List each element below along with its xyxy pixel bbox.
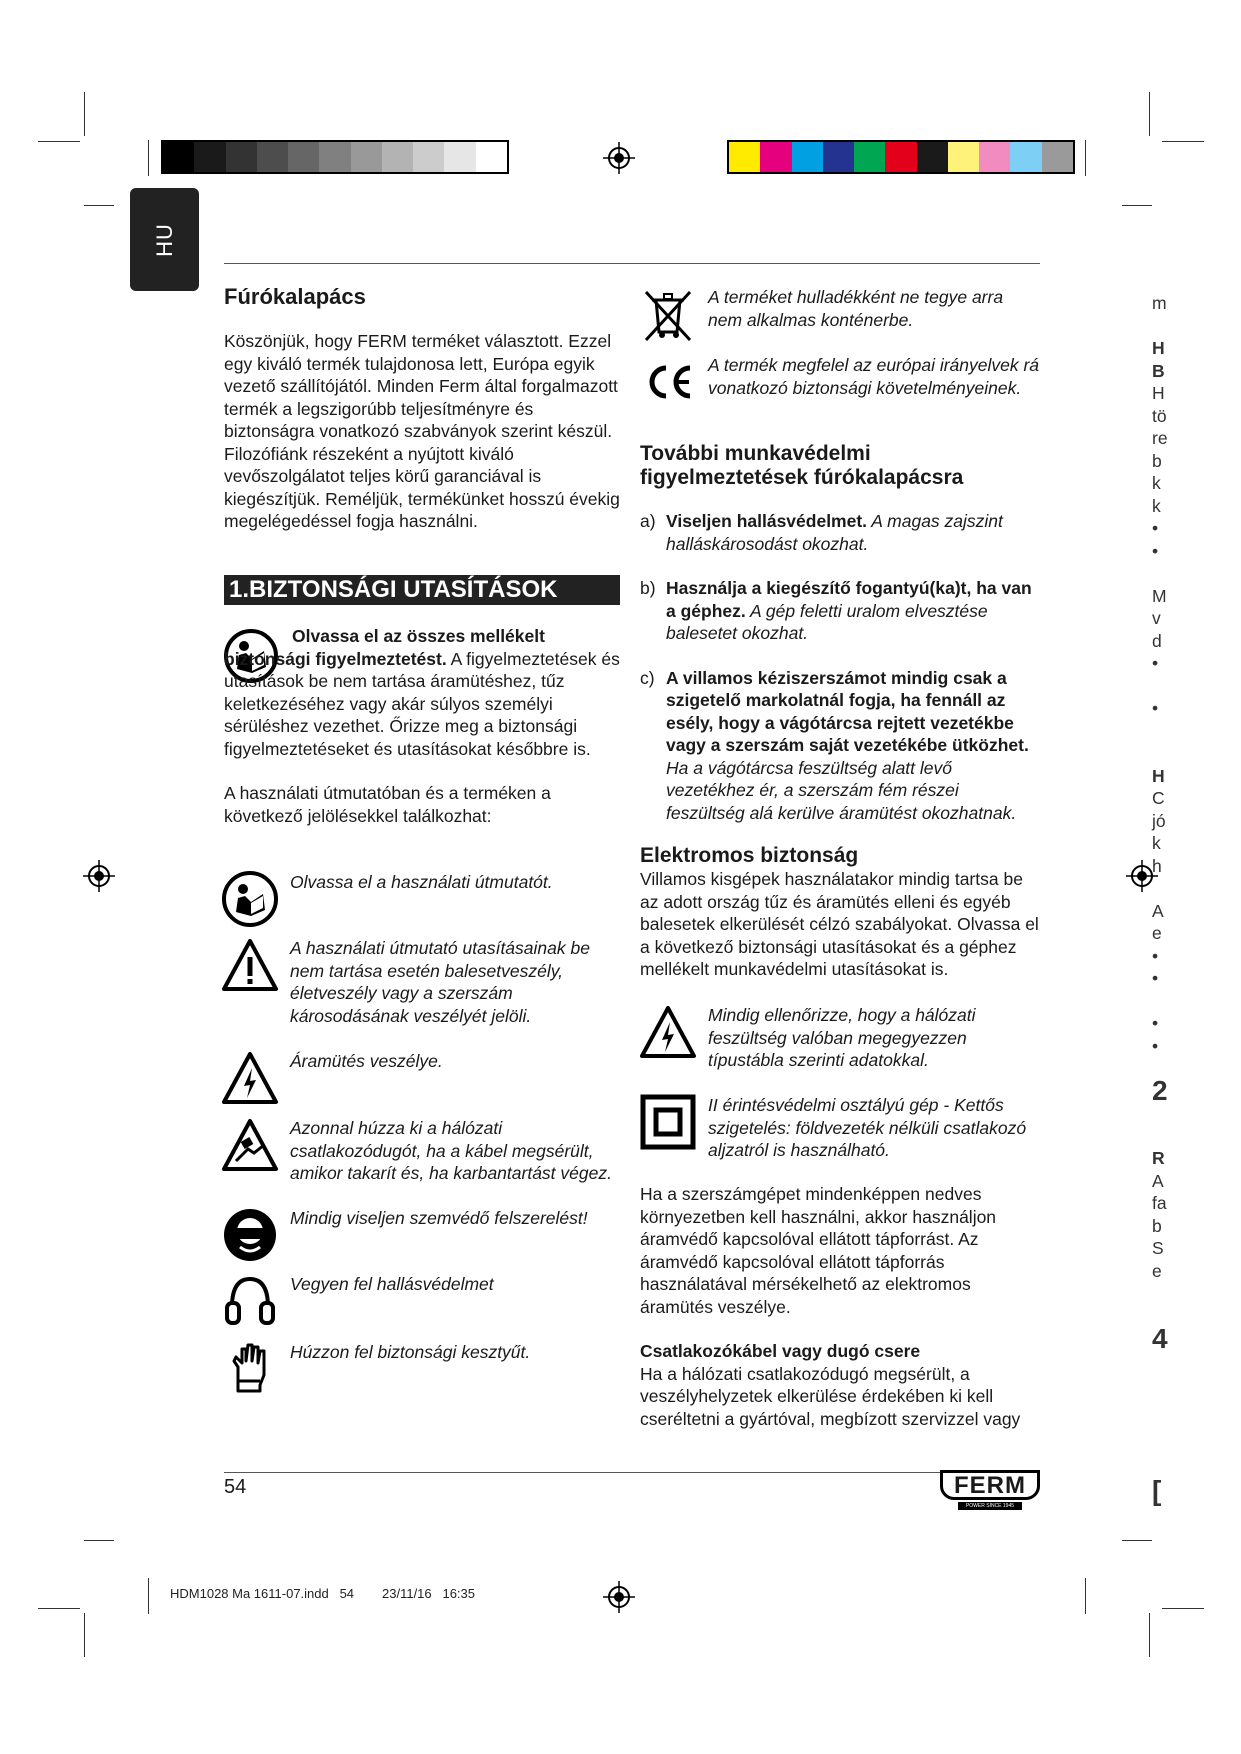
edge-glyph: v [1152,608,1161,628]
edge-glyph: k [1152,496,1161,516]
warning-item [640,510,1040,555]
read-warnings-block [224,625,624,827]
edge-glyph: • [1152,1013,1159,1033]
edge-glyph: re [1152,428,1168,448]
calibration-swatch [854,142,885,172]
language-tab-label: HU [151,222,177,257]
symbols-intro: A használati útmutatóban és a terméken a következő jelölésekkel találkozhat: [224,783,551,826]
electrical-safety-text: Villamos kisgépek használatakor mindig tartsa be az adott ország tűz és áramütés elleni és egyéb balesetek elkerülését célzó szabályokat. Olvassa el a következő biztonsági utasításokat és a géphez mellékelt munkavédelmi utasításokat is. [640,869,1039,979]
calibration-swatch [163,142,194,172]
crop-mark [1122,205,1152,206]
registration-mark-icon [603,1581,635,1613]
edge-glyph: A [1152,901,1164,921]
calibration-swatch [288,142,319,172]
ferm-logo-tagline: POWER SINCE 1945 [958,1502,1022,1510]
class2-row [640,1094,1040,1162]
cable-heading: Csatlakozókábel vagy dugó csere [640,1341,921,1361]
calibration-swatch [413,142,444,172]
footer-date: 23/11/16 16:35 [382,1586,476,1601]
gloves-icon [222,1341,278,1397]
item-bold: Használja a kiegészítő fogantyú(ka)t, ha van a géphez. [666,578,1032,621]
symbol-text: Azonnal húzza ki a hálózati csatlakozódugót, ha a kábel megsérült, amikor takarít és, ha karbantartást végez. [290,1118,612,1183]
double-insulation-icon [640,1094,696,1150]
item-bold: A villamos kéziszerszámot mindig csak a szigetelő markolatnál fogja, ha fennáll az esély, hogy a vágótárcsa rejtett vezetékbe vagy a szerszám saját vezetékébe ütközhet. [666,667,1029,755]
read-warnings-bold: Olvassa el az összes mellékelt biztonsági figyelmeztetést. [224,626,545,669]
read-warnings-text [224,625,624,760]
crop-mark [1085,1578,1086,1614]
edge-glyph: [ [1152,1475,1162,1506]
ce-text: A termék megfelel az európai irányelvek rá vonatkozó biztonsági követelményeinek. [708,355,1040,398]
symbol-text: Olvassa el a használati útmutatót. [290,872,553,892]
weee-text: A terméket hulladékként ne tegye arra nem alkalmas konténerbe. [708,287,1004,330]
edge-glyph: tö [1152,406,1167,426]
grayscale-calibration-bar [161,140,509,174]
weee-bin-icon [640,286,696,342]
wet-environment-text: Ha a szerszámgépet mindenképpen nedves környezetben kell használni, akkor használjon áramvédő kapcsolóval ellátott tápforrást. Az áramvédő kapcsolóval ellátott tápforrás használatával mérsékelhető az elektromos áramütés veszélye. [640,1184,997,1317]
calibration-swatch [729,142,760,172]
calibration-swatch [351,142,382,172]
calibration-swatch [257,142,288,172]
crop-mark [1085,140,1086,176]
crop-mark [1122,1540,1152,1541]
calibration-swatch [194,142,225,172]
edge-glyph: m [1152,293,1167,313]
edge-glyph: • [1152,1036,1159,1056]
right-column-lower [640,1183,1040,1430]
edge-glyph: e [1152,1261,1162,1281]
edge-glyph: k [1152,833,1161,853]
item-italic: Ha a vágótárcsa feszültség alatt levő vezetékhez ér, a szerszám fém részei feszültség alá kerülve áramütést okozhatnak. [666,757,1017,823]
symbol-text: Mindig viseljen szemvédő felszerelést! [290,1208,588,1228]
ferm-logo [940,1468,1040,1512]
calibration-swatch [760,142,791,172]
edge-glyph: • [1152,653,1159,673]
symbol-row [222,1207,622,1263]
ferm-logo-word: FERM [940,1470,1040,1500]
symbol-text: Húzzon fel biztonsági kesztyűt. [290,1342,531,1362]
item-bold: Viseljen hallásvédelmet. [666,511,868,531]
crop-mark [84,205,114,206]
right-column [640,442,1040,981]
item-label: c) [640,667,655,688]
crop-mark [148,1578,149,1614]
symbol-text: Áramütés veszélye. [290,1051,443,1071]
ear-protection-icon [222,1273,278,1329]
calibration-swatch [917,142,948,172]
unplug-icon [222,1117,278,1173]
calibration-swatch [319,142,350,172]
read-warnings-rest: A figyelmeztetések és utasítások be nem tartása áramütéshez, tűz keletkezéséhez vagy akár súlyos személyi sérüléshez vezethet. Őrizze meg a biztonsági figyelmeztetéseket és utasításokat későbbre is. [224,648,620,759]
calibration-swatch [823,142,854,172]
symbol-text: Vegyen fel hallásvédelmet [290,1274,494,1294]
item-italic: A gép feletti uralom elvesztése balesetet okozhat. [666,600,988,643]
registration-mark-icon [603,142,635,174]
calibration-swatch [382,142,413,172]
edge-glyph: R [1152,1148,1165,1168]
edge-glyph: fa [1152,1193,1167,1213]
further-warnings-heading: További munkavédelmi figyelmeztetések fúrókalapácsra [640,442,964,489]
crop-mark [84,1613,85,1657]
warning-item [640,667,1040,825]
symbol-row [222,1050,622,1106]
item-label: b) [640,578,656,598]
symbol-row [222,937,622,1027]
electrical-safety-heading: Elektromos biztonság [640,844,859,867]
warning-item [640,577,1040,645]
ce-mark-icon [640,354,696,410]
electric-shock-icon [222,1050,278,1106]
cable-text: Ha a hálózati csatlakozódugó megsérült, a veszélyhelyzetek elkerülése érdekében ki kell cseréltetni a gyártóval, megbízott szervizzel vagy [640,1363,1021,1429]
class2-text: II érintésvédelmi osztályú gép - Kettős szigetelés: földvezeték nélküli csatlakozó aljzatról is használható. [708,1095,1027,1160]
edge-glyph: A [1152,1171,1164,1191]
calibration-swatch [1010,142,1041,172]
registration-mark-icon [83,860,115,892]
footer-rule [224,1472,1040,1473]
edge-glyph: • [1152,541,1159,561]
crop-mark [1149,1613,1150,1657]
edge-glyph: k [1152,473,1161,493]
crop-mark [84,92,85,136]
electric-shock-icon [640,1004,696,1060]
crop-mark [38,1608,80,1609]
edge-glyph: • [1152,968,1159,988]
item-label: a) [640,511,656,531]
goggles-icon [222,1207,278,1263]
edge-glyph: S [1152,1238,1164,1258]
manual-icon [222,871,278,927]
edge-glyph: 4 [1152,1323,1168,1354]
color-calibration-bar [727,140,1075,174]
symbol-row [222,871,622,927]
language-tab [130,188,199,291]
edge-glyph: jó [1152,811,1166,831]
edge-glyph: • [1152,518,1159,538]
symbol-row [222,1117,622,1185]
section-heading: 1.BIZTONSÁGI UTASÍTÁSOK [224,575,620,605]
edge-glyph: H [1152,338,1165,358]
edge-glyph: b [1152,451,1162,471]
warning-icon [222,937,278,993]
symbol-row [222,1341,622,1397]
page-title: Fúrókalapács [224,284,366,309]
edge-glyph: e [1152,923,1162,943]
symbol-text: A használati útmutató utasításainak be nem tartása esetén balesetveszély, életveszély vagy a szerszám károsodásának veszélyét jelöli. [290,938,590,1026]
item-italic: A magas zajszint halláskárosodást okozhat. [666,511,1003,554]
calibration-swatch [979,142,1010,172]
edge-glyph: 2 [1152,1075,1168,1106]
calibration-swatch [444,142,475,172]
calibration-swatch [948,142,979,172]
edge-glyph: d [1152,631,1162,651]
calibration-swatch [792,142,823,172]
edge-glyph: M [1152,586,1167,606]
crop-mark [1162,1608,1204,1609]
edge-glyph: • [1152,946,1159,966]
header-rule [224,263,1040,264]
edge-glyph: C [1152,788,1165,808]
crop-mark [38,141,80,142]
crop-mark [84,1540,114,1541]
calibration-swatch [885,142,916,172]
edge-glyph: H [1152,766,1165,786]
edge-glyph: B [1152,361,1165,381]
symbol-row [222,1273,622,1329]
page-number: 54 [224,1476,247,1498]
voltage-row [640,1004,1040,1072]
weee-row [640,286,1040,342]
calibration-swatch [1042,142,1073,172]
intro-paragraph: Köszönjük, hogy FERM terméket választott. Ezzel egy kiváló termék tulajdonosa lett, Európa egyik vezető szállítójától. Minden Ferm által forgalmazott termék a legszigorúbb teljesítményre és biztonságra vonatkozó szabványok szerint készül. Filozófiánk részeként a nyújtott kiváló vevőszolgálatot teljes körű garanciával is kiegészítjük. Reméljük, termékünket hosszú évekig megelégedéssel fogja használni. [224,331,620,531]
edge-glyph: h [1152,856,1162,876]
edge-glyph: b [1152,1216,1162,1236]
calibration-swatch [226,142,257,172]
footer-filename: HDM1028 Ma 1611-07.indd 54 [170,1586,355,1601]
calibration-swatch [476,142,507,172]
crop-mark [1162,141,1204,142]
voltage-text: Mindig ellenőrizze, hogy a hálózati feszültség valóban megegyezzen típustábla szerinti adatokkal. [708,1005,976,1070]
left-column [224,284,624,533]
crop-mark [1149,92,1150,136]
crop-mark [148,140,149,176]
edge-glyph: H [1152,383,1165,403]
edge-glyph: • [1152,698,1159,718]
ce-row [640,354,1040,410]
